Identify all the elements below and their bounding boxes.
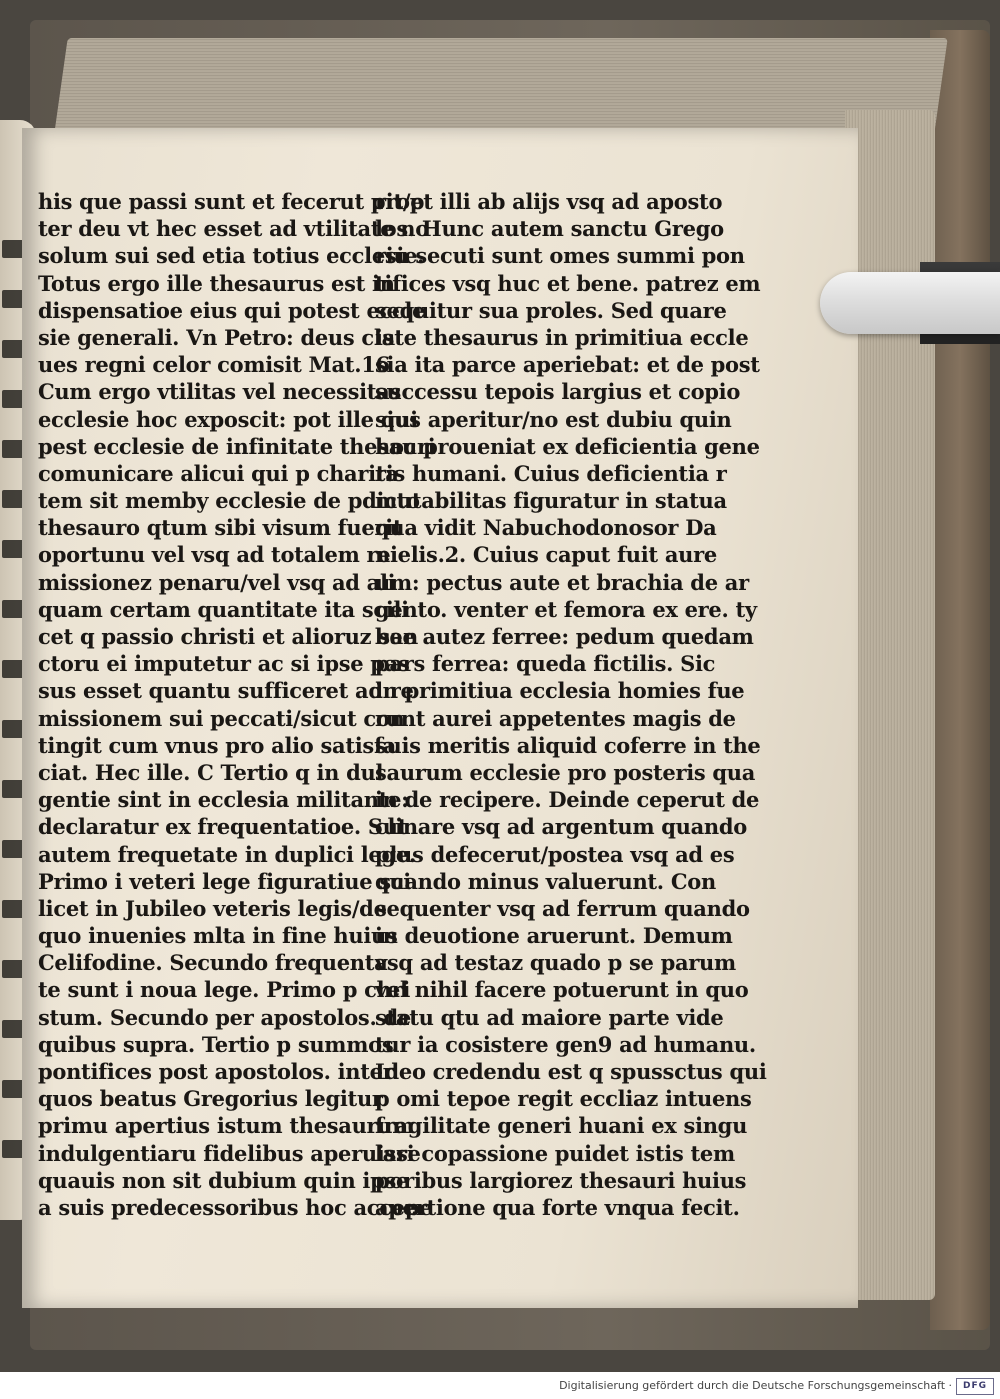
text-line: bee autez ferree: pedum quedam — [375, 624, 754, 649]
text-column-left — [38, 188, 436, 1221]
text-line: fragilitate generi huani ex singu — [375, 1113, 748, 1139]
text-line: statu qtu ad maiore parte vide — [375, 1004, 724, 1030]
dfg-logo-icon: DFG — [956, 1378, 994, 1395]
text-line: indulgentiaru fidelibus aperuisse — [38, 1140, 421, 1166]
footer-bar — [0, 1372, 1000, 1399]
text-line: quo inuenies mlta in fine huius — [38, 923, 398, 949]
text-line: in primitiua ecclesia homies fue — [375, 678, 745, 704]
text-line: autem frequetate in duplici lege. — [38, 841, 416, 867]
text-line: p omi tepoe regit eccliaz intuens — [375, 1086, 752, 1112]
text-line: Celifodine. Secundo frequenta — [38, 950, 388, 976]
text-line: nielis.2. Cuius caput fuit aure — [375, 542, 717, 568]
text-line: hoc proueniat ex deficientia gene — [375, 433, 760, 459]
text-line: Totus ergo ille thesaurus est in — [38, 270, 395, 296]
text-line: quando minus valuerunt. Con — [375, 868, 716, 894]
text-line: tingit cum vnus pro alio satisfa — [38, 732, 396, 758]
text-line: tifices vsq huc et bene. patrez em — [375, 270, 761, 296]
text-line: declaratur ex frequentatioe. Sut — [38, 814, 408, 840]
text-line: dispensatioe eius qui potest eccle — [38, 297, 426, 323]
text-line: missionem sui peccati/sicut con — [38, 705, 405, 731]
text-line: ues regni celor comisit Mat.16 — [38, 352, 390, 378]
text-line: gentie sint in ecclesia militante: — [38, 787, 409, 813]
text-line: ter deu vt hec esset ad vtilitate no — [38, 216, 429, 242]
text-column-right — [375, 188, 767, 1221]
text-line: poribus largiorez thesauri huius — [375, 1167, 747, 1193]
text-line: sie generali. Vn Petro: deus cla — [38, 324, 395, 350]
text-line: in deuotione aruerunt. Demum — [375, 923, 733, 949]
text-line: mutabilitas figuratur in statua — [375, 488, 727, 514]
text-line: thesauro qtum sibi visum fuerit — [38, 515, 403, 541]
text-line: cet q passio christi et alioruz san — [38, 624, 418, 649]
text-line: qua vidit Nabuchodonosor Da — [375, 515, 717, 541]
text-line: quos beatus Gregorius legitur — [38, 1086, 383, 1112]
text-line: Ideo credendu est q spussctus qui — [375, 1059, 767, 1084]
text-line: pontifices post apostolos. inter — [38, 1059, 394, 1084]
text-line: Cum ergo vtilitas vel necessitas — [38, 379, 401, 405]
text-line: tem sit memby ecclesie de pdicto — [38, 488, 420, 514]
text-line: gento. venter et femora ex ere. ty — [375, 596, 757, 622]
text-line: iste thesaurus in primitiua eccle — [375, 324, 749, 350]
text-line: sequenter vsq ad ferrum quando — [375, 895, 750, 921]
text-line: los. Hunc autem sanctu Grego — [375, 216, 724, 242]
text-line: runt aurei appetentes magis de — [375, 705, 736, 731]
book-page — [22, 128, 858, 1308]
text-line: a suis predecessoribus hoc accepe — [38, 1194, 433, 1220]
text-line: Primo i veteri lege figuratiue sci — [38, 868, 411, 894]
text-line: vel nihil facere potuerunt in quo — [375, 977, 749, 1003]
text-line: vsq ad testaz quado p se parum — [375, 950, 736, 976]
text-line: ctoru ei imputetur ac si ipse pas — [38, 651, 410, 677]
text-line: quam certam quantitate ita scili — [38, 596, 409, 622]
text-line: ecclesie hoc exposcit: pot ille qui — [38, 406, 418, 432]
text-line: comunicare alicui qui p charita — [38, 460, 399, 486]
text-line: primu apertius istum thesaurum — [38, 1113, 415, 1139]
text-line: lari copassione puidet istis tem — [375, 1140, 735, 1166]
text-line: pest ecclesie de infinitate thesauri — [38, 433, 436, 459]
text-line: sus esset quantu sufficeret ad re — [38, 678, 414, 704]
text-line: ris humani. Cuius deficientia r — [375, 460, 727, 486]
text-line: quauis non sit dubium quin ipse — [38, 1167, 410, 1193]
text-line: licet in Jubileo veteris legis/de — [38, 895, 387, 921]
text-line: clinare vsq ad argentum quando — [375, 814, 747, 840]
text-line: suis meritis aliquid coferre in the — [375, 732, 761, 758]
text-line: sia ita parce aperiebat: et de post — [375, 352, 760, 378]
text-line: tur ia cosistere gen9 ad humanu. — [375, 1031, 756, 1057]
text-line: apertione qua forte vnqua fecit. — [375, 1194, 740, 1220]
text-line: in de recipere. Deinde ceperut de — [375, 787, 760, 813]
text-line: quibus supra. Tertio p summos — [38, 1031, 394, 1057]
text-line: um: pectus aute et brachia de ar — [375, 569, 749, 595]
text-line: successu tepois largius et copio — [375, 379, 741, 405]
text-line: oportunu vel vsq ad totalem re — [38, 542, 391, 568]
book-cover-edge — [930, 30, 990, 1330]
footer-credit: Digitalisierung gefördert durch die Deutsche Forschungsgemeinschaft · — [559, 1379, 952, 1392]
text-line: stum. Secundo per apostolos. de — [38, 1004, 411, 1030]
text-line: te sunt i noua lege. Primo p chri — [38, 977, 411, 1003]
text-line: solum sui sed etia totius ecclesie. — [38, 243, 425, 269]
text-line: riu secuti sunt omes summi pon — [375, 243, 745, 269]
text-line: saurum ecclesie pro posteris qua — [375, 759, 756, 785]
text-line: missionez penaru/vel vsq ad ali — [38, 569, 396, 595]
text-line: ciat. Hec ille. C Tertio q in dul — [38, 759, 384, 785]
text-line: his que passi sunt et fecerut prop — [38, 189, 425, 214]
text-line: sius aperitur/no est dubiu quin — [375, 406, 732, 432]
page-holder-pointer-icon — [820, 272, 1000, 334]
text-line: plus defecerut/postea vsq ad es — [375, 841, 735, 867]
text-line: rit/et illi ab alijs vsq ad aposto — [375, 189, 723, 214]
text-line: sequitur sua proles. Sed quare — [375, 297, 727, 323]
text-line: pars ferrea: queda fictilis. Sic — [375, 651, 716, 677]
